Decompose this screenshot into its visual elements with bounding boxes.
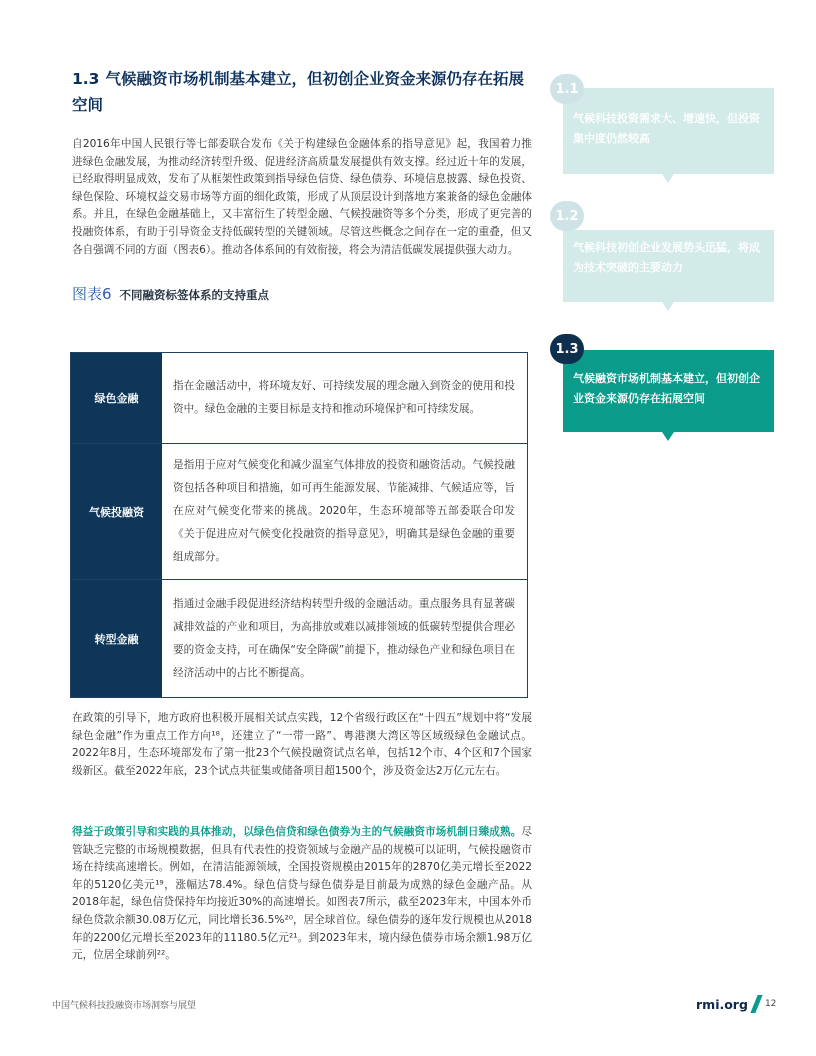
sidebar-card-1-1[interactable] bbox=[563, 88, 774, 174]
card-pointer bbox=[662, 432, 674, 441]
section-title: 气候融资市场机制基本建立，但初创企业资金来源仍存在拓展空间 bbox=[72, 70, 524, 114]
market-lead-sentence: 得益于政策引导和实践的具体推动，以绿色信贷和绿色债券为主的气候融资市场机制日臻成熟。 bbox=[72, 826, 522, 838]
sidebar-badge: 1.3 bbox=[550, 334, 584, 364]
footer-brand-block bbox=[696, 995, 776, 1013]
section-number: 1.3 bbox=[72, 70, 100, 88]
sidebar-card-text: 气候科技投资需求大、增速快，但投资集中度仍然较高 bbox=[573, 112, 760, 145]
sidebar-card-text: 气候科技初创企业发展势头迅猛，将成为技术突破的主要动力 bbox=[573, 241, 760, 274]
brand-link[interactable]: rmi.org bbox=[696, 996, 748, 1012]
figure-label: 图表6 bbox=[72, 285, 112, 304]
sidebar-card-1-2[interactable] bbox=[563, 230, 774, 302]
card-pointer bbox=[662, 174, 674, 183]
slash-divider bbox=[750, 995, 762, 1013]
table-row-key: 绿色金融 bbox=[71, 353, 162, 443]
sidebar-card-text: 气候融资市场机制基本建立，但初创企业资金来源仍存在拓展空间 bbox=[573, 372, 760, 405]
intro-paragraph: 自2016年中国人民银行等七部委联合发布《关于构建绿色金融体系的指导意见》起，我国着力推进绿色金融发展，为推动经济转型升级、促进经济高质量发展提供有效支撑。经过近十年的发展，已经取得明显成效，发布了从框架性政策到指导绿色信贷、绿色债券、环境信息披露、绿色投资、绿色保险、环境权益交易市场等方面的细化政策，形成了从顶层设计到落地方案兼备的绿色金融体系。并且，在绿色金融基础上，又丰富衍生了转型金融、气候投融资等多个分类，形成了更完善的投融资体系，有助于引导资金支持低碳转型的关键领域。尽管这些概念之间存在一定的重叠，但又各自强调不同的方面（图表6）。推动各体系间的有效衔接，将会为清洁低碳发展提供强大动力。 bbox=[72, 138, 532, 256]
page-number: 12 bbox=[764, 999, 777, 1009]
section-heading bbox=[72, 66, 532, 118]
figure-caption bbox=[72, 283, 532, 304]
table-row-value: 是指用于应对气候变化和减少温室气体排放的投资和融资活动。气候投融资包括各种项目和措施，如可再生能源发展、节能减排、气候适应等，旨在应对气候变化带来的挑战。2020年，生态环境部等五部委联合印发《关于促进应对气候变化投融资的指导意见》，明确其是绿色金融的重要组成部分。 bbox=[173, 459, 515, 563]
table-row-value: 指在金融活动中，将环境友好、可持续发展的理念融入到资金的使用和投资中。绿色金融的主要目标是支持和推动环境保护和可持续发展。 bbox=[173, 380, 515, 415]
sidebar-card-1-3-active[interactable] bbox=[563, 350, 774, 432]
figure-title: 不同融资标签体系的支持重点 bbox=[119, 288, 270, 303]
market-body-text: 尽管缺乏完整的市场规模数据，但具有代表性的投资领域与金融产品的规模可以证明，气候投融资市场在持续高速增长。例如，在清洁能源领域，全国投资规模由2015年的2870亿美元增长至2022年的5120亿美元¹⁹，涨幅达78.4%。绿色信贷与绿色债券是目前最为成熟的绿色金融产品。从2018年起，绿色信贷保持年均接近30%的高速增长。如图表7所示，截至2023年末，中国本外币绿色贷款余额30.08万亿元，同比增长36.5%²⁰，居全球首位。绿色债券的逐年发行规模也从2018年的2200亿元增长至2023年的11180.5亿元²¹。到2023年末，境内绿色债券市场余额1.98万亿元，位居全球前列²²。 bbox=[72, 826, 532, 962]
main-column bbox=[72, 66, 532, 304]
table-row bbox=[71, 580, 527, 697]
sidebar-badge: 1.2 bbox=[550, 201, 584, 231]
footer-doc-title: 中国气候科技投融资市场洞察与展望 bbox=[52, 1001, 197, 1011]
table-row bbox=[71, 353, 527, 444]
policy-paragraph: 在政策的引导下，地方政府也积极开展相关试点实践，12个省级行政区在“十四五”规划中将“发展绿色金融”作为重点工作方向¹⁸，还建立了“一带一路”、粤港澳大湾区等区域级绿色金融试点。2022年8月，生态环境部发布了第一批23个气候投融资试点名单，包括12个市、4个区和7个国家级新区。截至2022年底，23个试点共征集或储备项目超1500个，涉及资金达2万亿元左右。 bbox=[72, 712, 532, 777]
table-row-value: 指通过金融手段促进经济结构转型升级的金融活动。重点服务具有显著碳减排效益的产业和项目，为高排放或难以减排领域的低碳转型提供合理必要的资金支持，可在确保“安全降碳”前提下，推动绿色产业和绿色项目在经济活动中的占比不断提高。 bbox=[173, 597, 515, 679]
market-paragraph bbox=[72, 824, 532, 965]
sidebar-badge: 1.1 bbox=[550, 74, 584, 104]
financing-label-table bbox=[70, 352, 528, 698]
table-row-key: 转型金融 bbox=[71, 580, 162, 697]
table-row bbox=[71, 444, 527, 580]
table-row-key: 气候投融资 bbox=[71, 444, 162, 579]
card-pointer bbox=[662, 302, 674, 311]
